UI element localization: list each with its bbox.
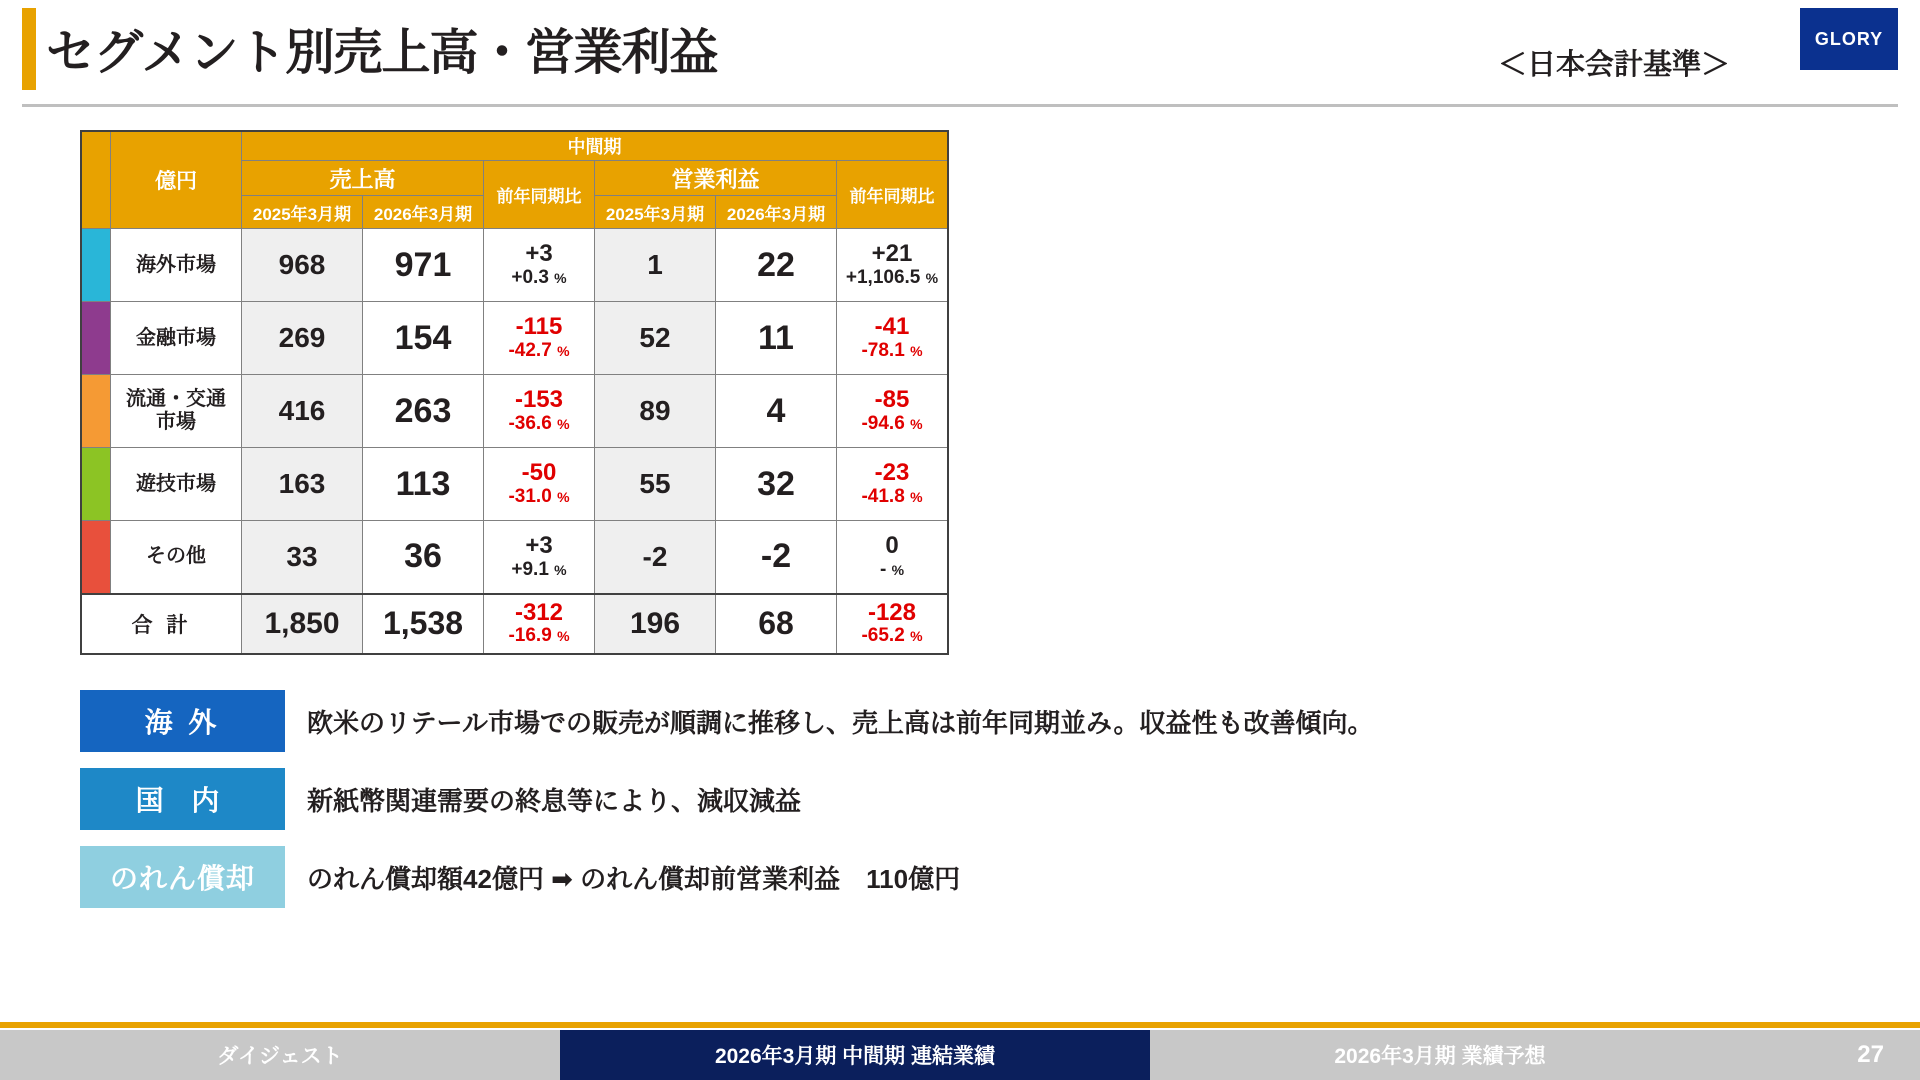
title-accent-bar (22, 8, 36, 90)
profit-current-value: 4 (716, 375, 837, 448)
table-total-row (81, 594, 948, 654)
segment-name: 金融市場 (111, 302, 242, 375)
sales-yoy-rel: -36.6 % (508, 412, 570, 434)
commentary-section (80, 690, 1780, 924)
header-group-sales: 売上高 (242, 161, 484, 196)
sales-prev-value: 269 (242, 302, 363, 375)
profit-yoy-abs: +21 (871, 240, 913, 268)
sales-yoy-rel: -31.0 % (508, 485, 570, 507)
table-row (81, 375, 948, 448)
total-profit-prev-value: 196 (595, 594, 716, 654)
footer-tabs (0, 1030, 1920, 1080)
sales-current-value: 971 (363, 229, 484, 302)
commentary-text: のれん償却額42億円 ➡ のれん償却前営業利益 110億円 (307, 863, 961, 894)
company-logo (1800, 8, 1898, 70)
percent-unit: % (910, 628, 923, 645)
profit-yoy-rel: -78.1 % (861, 339, 923, 361)
sales-yoy-abs: -115 (515, 313, 563, 341)
segment-color-swatch (81, 375, 111, 448)
sales-yoy (484, 521, 595, 594)
slide-footer (0, 1018, 1920, 1080)
commentary-row (80, 846, 1780, 908)
profit-yoy-rel: -94.6 % (861, 412, 923, 434)
segment-name: その他 (111, 521, 242, 594)
sales-current-value: 113 (363, 448, 484, 521)
segment-color-swatch (81, 448, 111, 521)
profit-yoy (837, 375, 949, 448)
commentary-row (80, 690, 1780, 752)
header-period-label: 中間期 (242, 131, 949, 161)
page-number: 27 (1730, 1030, 1920, 1080)
sales-current-value: 154 (363, 302, 484, 375)
slide-header (0, 0, 1920, 108)
profit-yoy (837, 229, 949, 302)
sales-yoy-abs: -50 (521, 459, 557, 487)
total-profit-yoy-abs: -128 (867, 598, 917, 626)
sales-yoy-rel: +9.1 % (511, 558, 567, 580)
percent-unit: % (557, 415, 570, 432)
total-profit-yoy-rel: -65.2 % (861, 625, 923, 647)
profit-yoy-rel: -41.8 % (861, 485, 923, 507)
profit-current-value: 11 (716, 302, 837, 375)
sales-yoy (484, 302, 595, 375)
profit-prev-value: 52 (595, 302, 716, 375)
sales-current-value: 263 (363, 375, 484, 448)
profit-prev-value: 1 (595, 229, 716, 302)
company-logo-text: GLORY (1814, 28, 1884, 49)
profit-yoy-abs: -85 (874, 386, 910, 414)
profit-yoy-abs: -41 (874, 313, 910, 341)
total-sales-yoy-rel: -16.9 % (508, 625, 570, 647)
commentary-tag: のれん償却 (80, 846, 285, 908)
profit-yoy (837, 448, 949, 521)
header-profit-yoy: 前年同期比 (837, 161, 949, 229)
sales-yoy (484, 448, 595, 521)
total-label: 合 計 (81, 594, 242, 654)
commentary-tag: 国 内 (80, 768, 285, 830)
footer-tab-digest[interactable]: ダイジェスト (0, 1030, 560, 1080)
table-body (81, 229, 948, 654)
sales-yoy-abs: +3 (525, 240, 553, 268)
total-sales-prev-value: 1,850 (242, 594, 363, 654)
commentary-text: 欧米のリテール市場での販売が順調に推移し、売上高は前年同期並み。収益性も改善傾向。 (307, 707, 1374, 738)
percent-unit: % (910, 488, 923, 505)
percent-unit: % (910, 342, 923, 359)
footer-accent-bar (0, 1022, 1920, 1028)
percent-unit: % (554, 561, 567, 578)
header-sales-year-cur: 2026年3月期 (363, 196, 484, 229)
total-profit-current-value: 68 (716, 594, 837, 654)
total-sales-yoy-abs: -312 (514, 598, 564, 626)
profit-yoy (837, 302, 949, 375)
sales-yoy-abs: +3 (525, 532, 553, 560)
table-row (81, 229, 948, 302)
segment-name: 遊技市場 (111, 448, 242, 521)
sales-yoy-abs: -153 (514, 386, 564, 414)
header-profit-year-cur: 2026年3月期 (716, 196, 837, 229)
footer-tab-interim-results[interactable]: 2026年3月期 中間期 連結業績 (560, 1030, 1150, 1080)
sales-prev-value: 163 (242, 448, 363, 521)
page-title: セグメント別売上高・営業利益 (46, 26, 718, 80)
segment-table-container (80, 130, 949, 655)
table-header (81, 131, 948, 229)
percent-unit: % (910, 415, 923, 432)
sales-prev-value: 33 (242, 521, 363, 594)
profit-yoy-abs: 0 (885, 532, 899, 560)
profit-prev-value: -2 (595, 521, 716, 594)
percent-unit: % (557, 628, 570, 645)
header-swatch-spacer (81, 131, 111, 229)
profit-yoy-abs: -23 (874, 459, 910, 487)
table-row (81, 302, 948, 375)
commentary-row (80, 768, 1780, 830)
total-sales-current-value: 1,538 (363, 594, 484, 654)
commentary-tag: 海 外 (80, 690, 285, 752)
header-group-profit: 営業利益 (595, 161, 837, 196)
profit-yoy-rel: +1,106.5 % (845, 266, 939, 288)
percent-unit: % (891, 561, 905, 578)
header-sales-year-prev: 2025年3月期 (242, 196, 363, 229)
profit-yoy (837, 521, 949, 594)
sales-yoy (484, 229, 595, 302)
profit-current-value: 32 (716, 448, 837, 521)
segment-name: 流通・交通 市場 (111, 375, 242, 448)
percent-unit: % (557, 488, 570, 505)
table-row (81, 448, 948, 521)
sales-yoy (484, 375, 595, 448)
profit-yoy-rel: - % (879, 558, 905, 580)
header-unit-label: 億円 (111, 131, 242, 229)
segment-color-swatch (81, 229, 111, 302)
profit-prev-value: 55 (595, 448, 716, 521)
percent-unit: % (557, 342, 570, 359)
commentary-text: 新紙幣関連需要の終息等により、減収減益 (307, 785, 802, 816)
sales-current-value: 36 (363, 521, 484, 594)
profit-prev-value: 89 (595, 375, 716, 448)
header-sales-yoy: 前年同期比 (484, 161, 595, 229)
segment-results-table (80, 130, 949, 655)
footer-tab-forecast[interactable]: 2026年3月期 業績予想 (1150, 1030, 1730, 1080)
sales-yoy-rel: +0.3 % (511, 266, 567, 288)
profit-current-value: 22 (716, 229, 837, 302)
table-row (81, 521, 948, 594)
profit-current-value: -2 (716, 521, 837, 594)
percent-unit: % (925, 269, 939, 286)
segment-color-swatch (81, 521, 111, 594)
header-divider (22, 104, 1898, 107)
sales-prev-value: 968 (242, 229, 363, 302)
sales-yoy-rel: -42.7 % (508, 339, 570, 361)
total-profit-yoy (837, 594, 949, 654)
total-sales-yoy (484, 594, 595, 654)
percent-unit: % (554, 269, 567, 286)
header-profit-year-prev: 2025年3月期 (595, 196, 716, 229)
sales-prev-value: 416 (242, 375, 363, 448)
segment-name: 海外市場 (111, 229, 242, 302)
accounting-standard-note: ＜日本会計基準＞ (1497, 49, 1730, 81)
segment-color-swatch (81, 302, 111, 375)
